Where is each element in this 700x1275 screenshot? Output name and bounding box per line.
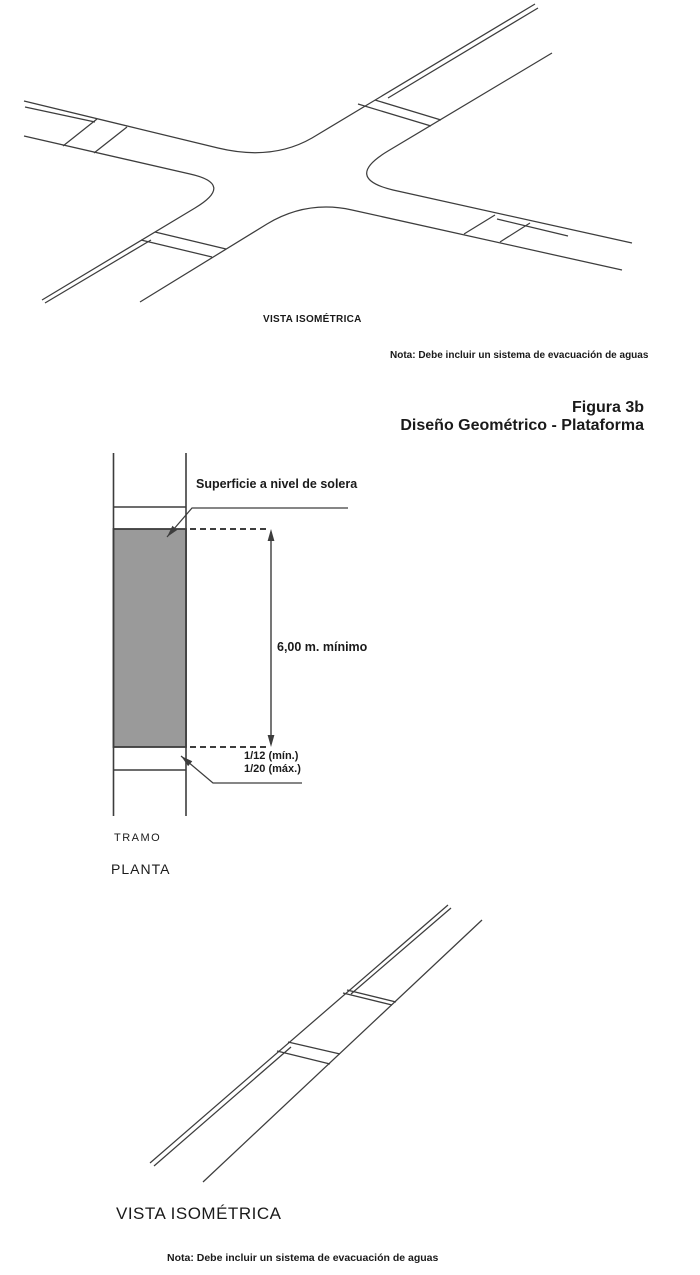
- bottom-figure-caption: VISTA ISOMÉTRICA: [116, 1204, 282, 1223]
- top-figure-note: Nota: Debe incluir un sistema de evacuación de aguas: [390, 350, 649, 361]
- northeast-arm-ramp-line: [358, 104, 431, 126]
- segment-upper-curb-line: [351, 908, 451, 994]
- surface-label: Superficie a nivel de solera: [196, 477, 358, 491]
- surface-leader-line: [167, 508, 348, 537]
- dimension-arrow-up-icon: [268, 529, 275, 541]
- plan-view-title: PLANTA: [111, 861, 171, 877]
- top-figure-caption: VISTA ISOMÉTRICA: [263, 314, 362, 325]
- southwest-arm-curb-line: [45, 240, 151, 303]
- figure-number: Figura 3b: [571, 399, 644, 416]
- figure-title: Diseño Geométrico - Plataforma: [400, 417, 644, 434]
- segment-lower-ramp-line: [277, 1051, 330, 1064]
- platform-surface: [114, 529, 187, 747]
- top-isometric-drawing: [24, 4, 632, 303]
- dimension-label: 6,00 m. mínimo: [277, 640, 368, 654]
- west-arm-ramp-line: [63, 119, 97, 146]
- slope-min-label: 1/12 (mín.): [244, 750, 299, 762]
- bottom-figure-note: Nota: Debe incluir un sistema de evacuación de aguas: [167, 1252, 439, 1264]
- east-arm-ramp-line: [464, 215, 495, 234]
- segment-lower-ramp-line: [288, 1042, 340, 1054]
- west-arm-ramp-line: [94, 127, 127, 153]
- northeast-arm-ramp-line: [375, 100, 441, 120]
- crossing-south-edge: [140, 207, 622, 302]
- dimension-arrow-down-icon: [268, 735, 275, 747]
- segment-lower-curb-line: [154, 1047, 291, 1166]
- east-arm-ramp-line: [500, 223, 530, 242]
- plan-view-drawing: [114, 453, 349, 816]
- segment-left-edge: [150, 905, 448, 1163]
- crossing-north-edge: [24, 4, 535, 153]
- slope-max-label: 1/20 (máx.): [244, 763, 301, 775]
- tramo-label: TRAMO: [114, 832, 162, 844]
- segment-right-edge: [203, 920, 482, 1182]
- crossing-west-edge: [24, 136, 214, 300]
- bottom-isometric-drawing: [150, 905, 482, 1182]
- figure-heading: [400, 399, 644, 435]
- slope-labels: [244, 750, 301, 776]
- northeast-arm-curb-line: [388, 8, 538, 98]
